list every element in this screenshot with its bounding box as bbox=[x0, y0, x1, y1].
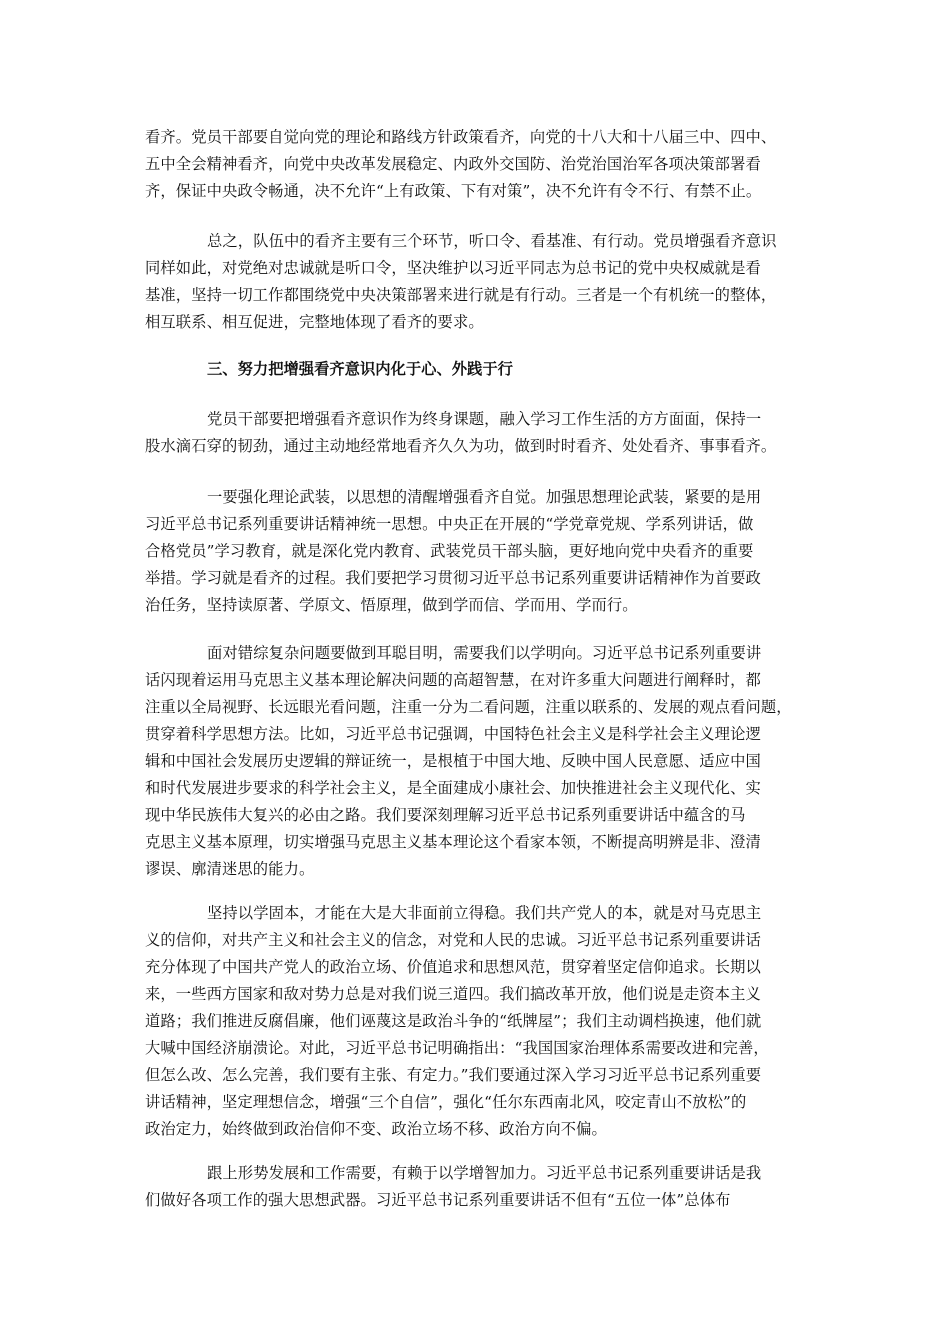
text-line: 党员干部要把增强看齐意识作为终身课题，融入学习工作生活的方方面面，保持一 bbox=[207, 410, 762, 428]
text-line: 治任务，坚持读原著、学原文、悟原理，做到学而信、学而用、学而行。 bbox=[145, 596, 638, 614]
text-line: 贯穿着科学思想方法。比如，习近平总书记强调，中国特色社会主义是科学社会主义理论逻 bbox=[145, 725, 761, 743]
text-line: 股水滴石穿的韧劲，通过主动地经常地看齐久久为功，做到时时看齐、处处看齐、事事看齐。 bbox=[145, 437, 777, 455]
text-line: 克思主义基本原理，切实增强马克思主义基本理论这个看家本领，不断提高明辨是非、澄清 bbox=[145, 833, 761, 851]
text-line: 充分体现了中国共产党人的政治立场、价值追求和思想风范，贯穿着坚定信仰追求。长期以 bbox=[145, 958, 761, 976]
text-line: 道路；我们推进反腐倡廉，他们诬蔑这是政治斗争的“纸牌屋”；我们主动调档换速，他们就 bbox=[145, 1012, 762, 1030]
text-line: 义的信仰，对共产主义和社会主义的信念，对党和人民的忠诚。习近平总书记系列重要讲话 bbox=[145, 931, 761, 949]
text-line: 但怎么改、怎么完善，我们要有主张、有定力。”我们要通过深入学习习近平总书记系列重要 bbox=[145, 1066, 762, 1084]
text-line: 齐，保证中央政令畅通，决不允许“上有政策、下有对策”，决不允许有令不行、有禁不止。 bbox=[145, 182, 762, 200]
text-line: 辑和中国社会发展历史逻辑的辩证统一，是根植于中国大地、反映中国人民意愿、适应中国 bbox=[145, 752, 761, 770]
text-line: 跟上形势发展和工作需要，有赖于以学增智加力。习近平总书记系列重要讲话是我 bbox=[207, 1164, 762, 1182]
text-line: 坚持以学固本，才能在大是大非面前立得稳。我们共产党人的本，就是对马克思主 bbox=[207, 904, 762, 922]
paragraph-3 bbox=[145, 406, 809, 460]
paragraph-7 bbox=[145, 1160, 809, 1214]
text-line: 同样如此，对党绝对忠诚就是听口令，坚决维护以习近平同志为总书记的党中央权威就是看 bbox=[145, 259, 761, 277]
text-line: 谬误、廓清迷思的能力。 bbox=[145, 860, 315, 878]
text-line: 们做好各项工作的强大思想武器。习近平总书记系列重要讲话不但有“五位一体”总体布 bbox=[145, 1191, 731, 1209]
paragraph-6 bbox=[145, 900, 809, 1143]
section-heading: 三、努力把增强看齐意识内化于心、外践于行 bbox=[207, 360, 513, 378]
section-heading-block bbox=[145, 356, 809, 383]
text-line: 基准，坚持一切工作都围绕党中央决策部署来进行就是有行动。三者是一个有机统一的整体， bbox=[145, 286, 777, 304]
text-line: 政治定力，始终做到政治信仰不变、政治立场不移、政治方向不偏。 bbox=[145, 1120, 607, 1138]
text-line: 总之，队伍中的看齐主要有三个环节，听口令、看基准、有行动。党员增强看齐意识 bbox=[207, 232, 777, 250]
text-line: 看齐。党员干部要自觉向党的理论和路线方针政策看齐，向党的十八大和十八届三中、四中、 bbox=[145, 128, 777, 146]
text-line: 五中全会精神看齐，向党中央改革发展稳定、内政外交国防、治党治国治军各项决策部署看 bbox=[145, 155, 761, 173]
text-line: 大喊中国经济崩溃论。对此，习近平总书记明确指出：“我国国家治理体系需要改进和完善， bbox=[145, 1039, 769, 1057]
paragraph-4 bbox=[145, 484, 809, 619]
text-line: 面对错综复杂问题要做到耳聪目明，需要我们以学明向。习近平总书记系列重要讲 bbox=[207, 644, 762, 662]
paragraph-1 bbox=[145, 124, 809, 205]
text-line: 讲话精神，坚定理想信念，增强“三个自信”，强化“任尔东西南北风，咬定青山不放松”的 bbox=[145, 1093, 747, 1111]
paragraph-2 bbox=[145, 228, 809, 336]
text-line: 举措。学习就是看齐的过程。我们要把学习贯彻习近平总书记系列重要讲话精神作为首要政 bbox=[145, 569, 761, 587]
text-line: 和时代发展进步要求的科学社会主义，是全面建成小康社会、加快推进社会主义现代化、实 bbox=[145, 779, 761, 797]
text-line: 来，一些西方国家和敌对势力总是对我们说三道四。我们搞改革开放，他们说是走资本主义 bbox=[145, 985, 761, 1003]
text-line: 话闪现着运用马克思主义基本理论解决问题的高超智慧，在对许多重大问题进行阐释时，都 bbox=[145, 671, 761, 689]
paragraph-5 bbox=[145, 640, 809, 883]
text-line: 合格党员”学习教育，就是深化党内教育、武装党员干部头脑，更好地向党中央看齐的重要 bbox=[145, 542, 754, 560]
text-line: 习近平总书记系列重要讲话精神统一思想。中央正在开展的“学党章党规、学系列讲话，做 bbox=[145, 515, 754, 533]
text-line: 现中华民族伟大复兴的必由之路。我们要深刻理解习近平总书记系列重要讲话中蕴含的马 bbox=[145, 806, 746, 824]
text-line: 相互联系、相互促进，完整地体现了看齐的要求。 bbox=[145, 313, 484, 331]
text-line: 一要强化理论武装，以思想的清醒增强看齐自觉。加强思想理论武装，紧要的是用 bbox=[207, 488, 762, 506]
text-line: 注重以全局视野、长远眼光看问题，注重一分为二看问题，注重以联系的、发展的观点看问题， bbox=[145, 698, 792, 716]
